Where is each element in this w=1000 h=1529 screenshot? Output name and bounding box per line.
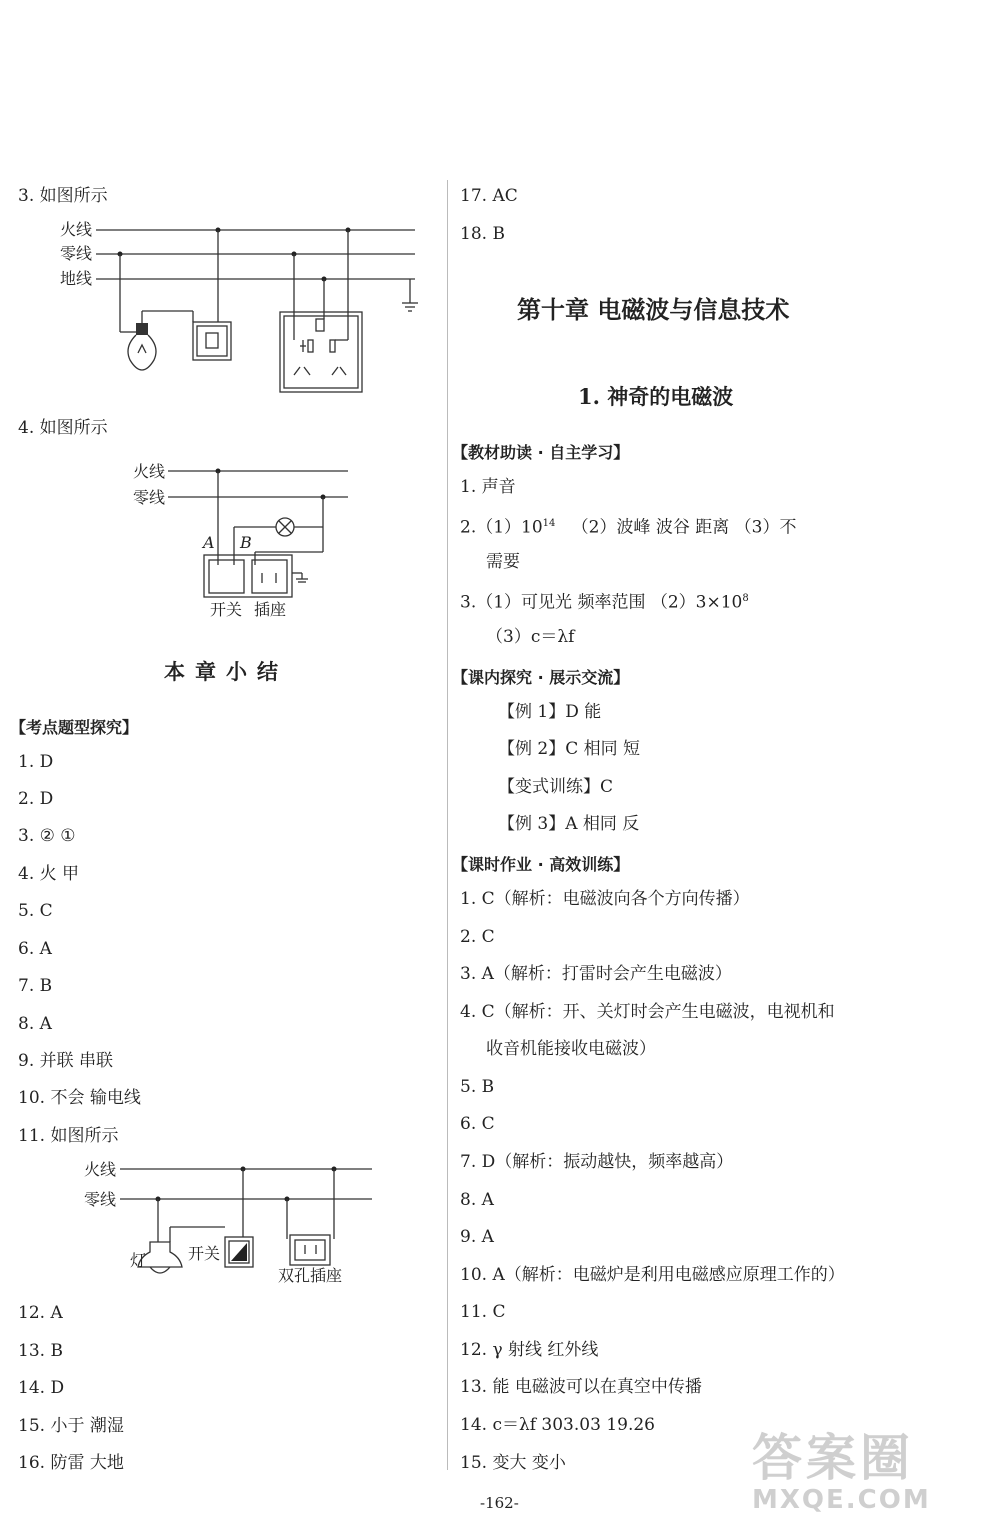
left-answer-6: 6. A — [18, 939, 52, 959]
left-answer-4: 4. 火 甲 — [18, 864, 80, 884]
left-answer-7: 7. B — [18, 976, 53, 996]
homework-4-cont: 收音机能接收电磁波） — [486, 1039, 656, 1059]
left-answer-8: 8. A — [18, 1014, 52, 1034]
circuit-figure-1 — [0, 215, 440, 405]
homework-4: 4. C（解析：开、关灯时会产生电磁波，电视机和 — [460, 1002, 835, 1022]
circuit-figure-3 — [0, 1157, 440, 1297]
homework-7: 7. D（解析：振动越快，频率越高） — [460, 1152, 734, 1172]
right-r3a: 3.（1）可见光 频率范围 （2）3×10 — [460, 592, 743, 613]
right-r2-line1 — [460, 514, 796, 538]
fig1-zero-label: 零线 — [60, 244, 93, 263]
right-r2-sup: 14 — [542, 518, 556, 529]
left-answer-1: 1. D — [18, 752, 54, 772]
left-answer-13: 13. B — [18, 1341, 63, 1361]
homework-6: 6. C — [460, 1114, 495, 1134]
column-divider — [447, 180, 448, 1470]
homework-13: 13. 能 电磁波可以在真空中传播 — [460, 1377, 702, 1397]
example-2: 【例 2】C 相同 短 — [498, 739, 641, 759]
page-number: -162- — [480, 1494, 519, 1512]
left-answer-14: 14. D — [18, 1378, 65, 1398]
fig2-zero-label: 零线 — [133, 488, 166, 507]
left-answer-11: 11. 如图所示 — [18, 1126, 119, 1146]
fig1-ground-label: 地线 — [60, 269, 93, 288]
left-answer-3: 3. ② ① — [18, 826, 76, 846]
section-jiaocai: 【教材助读 · 自主学习】 — [452, 443, 630, 462]
fig3-lamp-label: 灯 — [130, 1251, 147, 1270]
right-r2c: 需要 — [486, 552, 520, 572]
right-r3b: （3）c＝λf — [486, 627, 575, 647]
left-answer-2: 2. D — [18, 789, 54, 809]
watermark-text: 答案圈 — [752, 1429, 914, 1487]
homework-14: 14. c＝λf 303.03 19.26 — [460, 1415, 655, 1435]
fig2-switch-caption: 开关 — [210, 600, 243, 619]
right-answer-18: 18. B — [460, 224, 505, 244]
homework-12: 12. γ 射线 红外线 — [460, 1340, 599, 1360]
watermark-logo — [752, 1430, 931, 1514]
right-r1: 1. 声音 — [460, 477, 516, 497]
fig2-a-label: A — [203, 533, 215, 552]
homework-2: 2. C — [460, 927, 495, 947]
left-q3: 3. 如图所示 — [18, 186, 108, 206]
fig2-socket-caption: 插座 — [254, 600, 287, 619]
fig2-fire-label: 火线 — [133, 462, 166, 481]
fig3-socket-label: 双孔插座 — [278, 1266, 343, 1285]
fig3-zero-label: 零线 — [84, 1190, 117, 1209]
chapter-summary-title: 本章小结 — [164, 659, 288, 684]
homework-10: 10. A（解析：电磁炉是利用电磁感应原理工作的） — [460, 1265, 845, 1285]
fig1-fire-label: 火线 — [60, 220, 93, 239]
example-3: 【例 3】A 相同 反 — [498, 814, 640, 834]
homework-8: 8. A — [460, 1190, 494, 1210]
left-answer-9: 9. 并联 串联 — [18, 1051, 114, 1071]
right-r2a: 2.（1）10 — [460, 517, 543, 538]
right-r2b: （2）波峰 波谷 距离 （3）不 — [571, 517, 797, 538]
fig3-switch-label: 开关 — [188, 1244, 221, 1263]
right-r3-sup: 8 — [742, 593, 749, 604]
homework-1: 1. C（解析：电磁波向各个方向传播） — [460, 889, 750, 909]
homework-15: 15. 变大 变小 — [460, 1453, 566, 1473]
fig3-fire-label: 火线 — [84, 1160, 117, 1179]
homework-9: 9. A — [460, 1227, 494, 1247]
section-kaodian: 【考点题型探究】 — [10, 718, 139, 737]
watermark-url: MXQE.COM — [752, 1485, 931, 1515]
chapter-title: 第十章 电磁波与信息技术 — [517, 295, 790, 324]
fig2-b-label: B — [240, 533, 252, 552]
homework-11: 11. C — [460, 1302, 506, 1322]
left-answer-5: 5. C — [18, 901, 53, 921]
right-r3-line1 — [460, 589, 749, 613]
section-keshi: 【课时作业 · 高效训练】 — [452, 855, 630, 874]
left-q4: 4. 如图所示 — [18, 418, 108, 438]
section-kenei: 【课内探究 · 展示交流】 — [452, 668, 630, 687]
left-answer-12: 12. A — [18, 1303, 63, 1323]
left-answer-10: 10. 不会 输电线 — [18, 1088, 141, 1108]
homework-5: 5. B — [460, 1077, 495, 1097]
homework-3: 3. A（解析：打雷时会产生电磁波） — [460, 964, 732, 984]
right-answer-17: 17. AC — [460, 186, 518, 206]
left-answer-16: 16. 防雷 大地 — [18, 1453, 124, 1473]
left-answer-15: 15. 小于 潮湿 — [18, 1416, 124, 1436]
section-title: 1. 神奇的电磁波 — [578, 384, 734, 409]
example-1: 【例 1】D 能 — [498, 702, 602, 722]
circuit-figure-2 — [0, 455, 440, 625]
variant-training: 【变式训练】C — [498, 777, 614, 797]
